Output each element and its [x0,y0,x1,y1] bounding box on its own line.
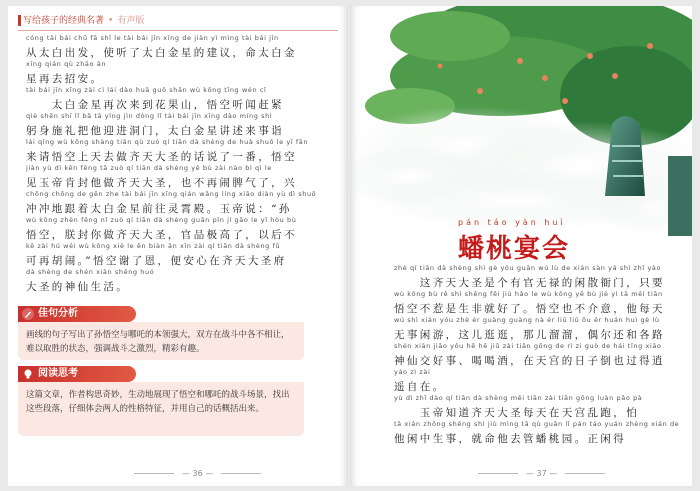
hanzi-line: 无事闲游，这儿逛逛，那儿溜溜，偶尔还和各路 [394,329,665,341]
hanzi-line: 从太白出发，使听了太白金星的建议，命太白金 [26,47,297,59]
pinyin-line: wù kōng zhèn fēng nǐ zuò qí tiān dà shèng guān pǐn jí gāo le yǐ hòu bù [26,216,297,224]
left-page-number [126,469,269,478]
text-line [26,190,336,216]
hanzi-line: 太白金星再次来到花果山，悟空听闻赶紧 [26,99,284,111]
left-page [8,6,348,486]
text-line [394,420,684,446]
hanzi-line: 躬身施礼把他迎进洞门，太白金星讲述来事诣 [26,125,284,137]
text-line [394,316,684,342]
analysis-box-header [18,306,136,322]
text-line [394,394,684,420]
pinyin-line: yáo zì zài [394,368,431,376]
pinyin-line: zhè qí tiān dà shèng shì gè yǒu guān wú lù de xián sàn yá shì zhǐ yào [394,264,662,272]
hanzi-line: 他闲中生事，就命他去管蟠桃园。正闲得 [394,433,627,445]
left-body-text [26,34,336,294]
text-line [394,290,684,316]
right-page-number [470,469,613,478]
pinyin-line: wù kōng bù rě shì shēng fēi jiù hǎo le wù kōng yě bù jiè yì tā měi tiān [394,290,663,298]
right-body-text [394,264,684,446]
text-line [26,112,336,138]
pinyin-line: shén xiān jiāo yǒu hē hē jiǔ zài tiān gōng de rì zi guò de hái tǐng xiāo [394,342,662,350]
text-line [394,264,684,290]
text-line [394,342,684,368]
pinyin-line: qiè shēn shī lǐ bǎ tā yíng jìn dòng lǐ tài bái jīn xīng dào míng shì [26,112,273,120]
pinyin-line: tài bái jīn xīng zài cì lái dào huā guǒ shān wù kōng tīng wén cǐ [26,86,267,94]
header-divider [18,30,338,31]
analysis-box-title: 佳句分析 [38,308,78,319]
hanzi-line: 悟空，朕封你做齐天大圣，官品极高了，以后不 [26,229,297,241]
text-line [26,164,336,190]
hanzi-line: 可再胡闹。”悟空谢了恩，便安心在齐天大圣府 [26,255,287,267]
hanzi-line: 遥自在。 [394,381,446,393]
analysis-box-body: 画线的句子写出了孙悟空与哪吒的本领强大，双方在战斗中各不相让，难以取胜的状态，强调战斗之激烈，精彩有趣。 [18,322,304,360]
pinyin-line: yù dì zhī dào qí tiān dà shèng měi tiān zài tiān gōng luàn pǎo pà [394,394,643,402]
text-line [26,34,336,60]
pinyin-line: wú shì xián yóu zhè ér guàng guàng nà ér liū liū ǒu ěr huán huì gè lù [394,316,660,324]
series-header: 写给孩子的经典名著 • 有声版 [18,14,144,28]
pinyin-line: xīng qián qù zhāo ān [26,60,107,68]
hanzi-line: 来请悟空上天去做齐天大圣的话说了一番，悟空 [26,151,297,163]
right-page-number-text: — 37 — [526,469,558,478]
hanzi-line: 这齐天大圣是个有官无禄的闲散衙门，只要 [394,277,665,289]
hanzi-line: 玉帝知道齐天大圣每天在天宫乱跑，怕 [394,407,640,419]
hanzi-line: 悟空不惹是生非就好了。悟空也不介意，他每天 [394,303,665,315]
pinyin-line: tā xián zhōng shēng shì jiù mìng tā qù guǎn lǐ pán táo yuán zhèng xián de [394,420,680,428]
text-line [26,268,336,294]
chapter-title-pinyin: pán táo yàn huì [458,218,566,227]
text-line [26,216,336,242]
chapter-title: 蟠桃宴会 [458,234,571,264]
text-line [26,242,336,268]
pinyin-line: lái qǐng wù kōng shàng tiān qù zuò qí tiān dà shèng de huà shuō le yī fān [26,138,309,146]
text-line [394,368,684,394]
pen-icon [22,308,34,320]
pinyin-line: chōng chōng de gēn zhe tài bái jīn xīng qián wǎng líng xiāo diàn yù dì shuō [26,190,317,198]
pinyin-line: cóng tài bái chū fā shǐ le tài bái jīn xīng de jiàn yì mìng tài bái jīn [26,34,279,42]
pinyin-line: dà shèng de shén xiān shēng huó [26,268,155,276]
thinking-box-header [18,366,136,382]
hanzi-line: 星再去招安。 [26,73,104,85]
hanzi-line: 大圣的神仙生活。 [26,281,130,293]
hanzi-line: 见玉帝肯封他做齐天大圣，也不再闹脾气了，兴 [26,177,297,189]
series-marker [18,15,21,26]
right-page [350,6,692,486]
hanzi-line: 神仙交好事、喝喝酒，在天宫的日子倒也过得逍 [394,355,665,367]
text-line [26,60,336,86]
series-title: 写给孩子的经典名著 [23,16,105,26]
text-line [26,86,336,112]
pinyin-line: jiàn yù dì kěn fēng tā zuò qí tiān dà shèng yě bù zài nào bì qì le [26,164,272,172]
thinking-box-title: 阅读思考 [38,368,78,379]
text-line [26,138,336,164]
thinking-box-body: 这篇文章，作者构思奇妙，生动地展现了悟空和哪吒的战斗场景，找出这些段落，仔细体会两人的性格特征，并用自己的话概括出来。 [18,382,304,436]
lightbulb-icon [22,368,34,380]
series-edition: 有声版 [117,16,145,26]
pinyin-line: kě zài hú wéi wù kōng xiè le ēn biàn ān xīn zài qí tiān dà shèng fǔ [26,242,281,250]
hanzi-line: 冲冲地跟着太白金星前往灵霄殿。玉帝说：“孙 [26,203,292,215]
left-page-number-text: — 36 — [182,469,214,478]
